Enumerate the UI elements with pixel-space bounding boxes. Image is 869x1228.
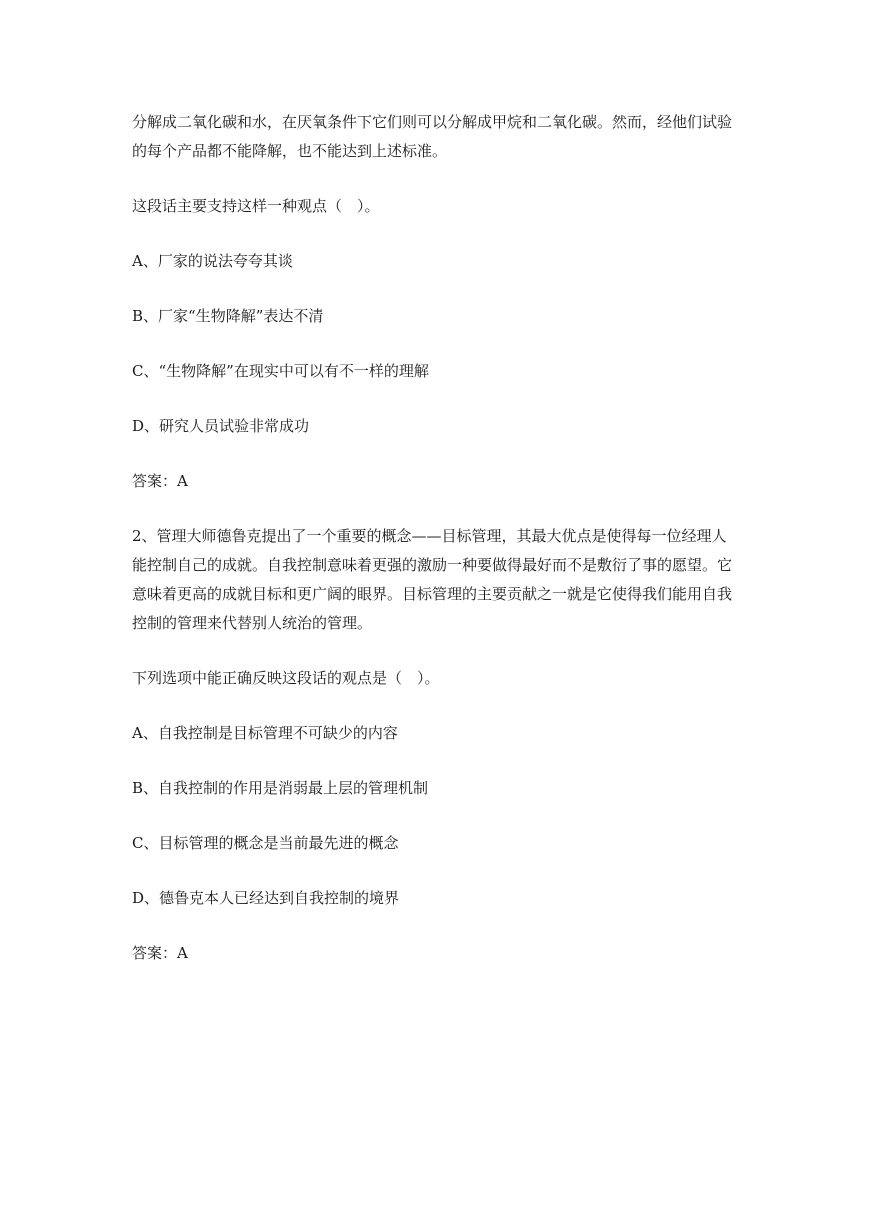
q2-passage-line: 意味着更高的成就目标和更广阔的眼界。目标管理的主要贡献之一就是它使得我们能用自我 bbox=[132, 585, 733, 603]
q2-passage bbox=[132, 522, 742, 638]
q2-option-d: D、德鲁克本人已经达到自我控制的境界 bbox=[132, 889, 400, 907]
q2-passage-line: 控制的管理来代替别人统治的管理。 bbox=[132, 614, 373, 632]
document-content bbox=[132, 108, 742, 994]
q1-passage bbox=[132, 108, 742, 166]
q1-answer: 答案：A bbox=[132, 472, 188, 490]
q1-question: 这段话主要支持这样一种观点（ ）。 bbox=[132, 197, 380, 215]
q1-option-b: B、厂家“生物降解”表达不清 bbox=[132, 307, 324, 325]
q2-passage-line: 2、管理大师德鲁克提出了一个重要的概念——目标管理，其最大优点是使得每一位经理人 bbox=[132, 527, 727, 545]
q2-passage-line: 能控制自己的成就。自我控制意味着更强的激励一种要做得最好而不是敷衍了事的愿望。它 bbox=[132, 556, 733, 574]
q2-answer: 答案：A bbox=[132, 944, 188, 962]
q2-option-a: A、自我控制是目标管理不可缺少的内容 bbox=[132, 724, 398, 742]
q1-option-c: C、“生物降解”在现实中可以有不一样的理解 bbox=[132, 362, 429, 380]
q2-option-c: C、目标管理的概念是当前最先进的概念 bbox=[132, 834, 399, 852]
q2-question: 下列选项中能正确反映这段话的观点是（ ）。 bbox=[132, 669, 440, 687]
q1-option-a: A、厂家的说法夸夸其谈 bbox=[132, 252, 293, 270]
q1-passage-line: 分解成二氧化碳和水，在厌氧条件下它们则可以分解成甲烷和二氧化碳。然而，经他们试验 bbox=[132, 113, 733, 131]
q2-option-b: B、自我控制的作用是消弱最上层的管理机制 bbox=[132, 779, 429, 797]
q1-option-d: D、研究人员试验非常成功 bbox=[132, 417, 310, 435]
q1-passage-line: 的每个产品都不能降解，也不能达到上述标准。 bbox=[132, 142, 448, 160]
